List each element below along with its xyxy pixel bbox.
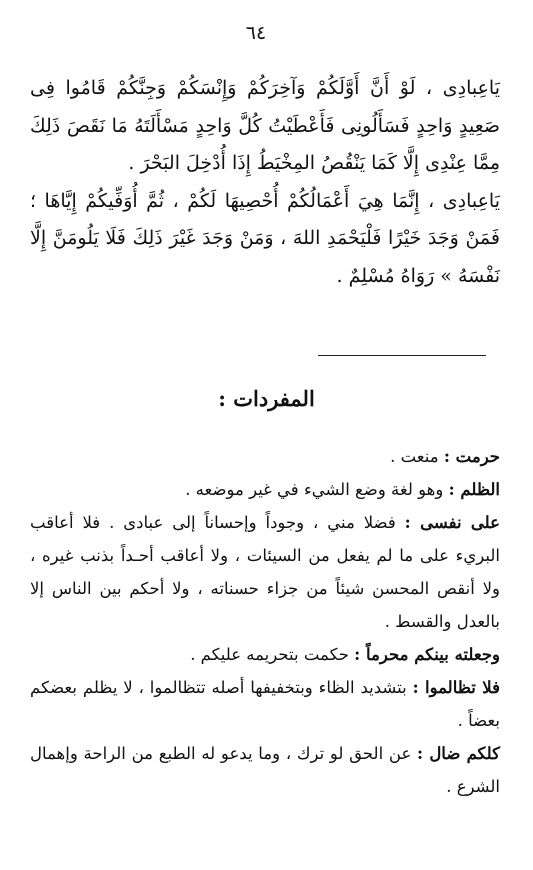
vocab-definition: منعت . — [390, 447, 444, 466]
vocab-term: فلا تظالموا : — [412, 678, 500, 697]
vocab-term: كلكم ضال : — [417, 744, 500, 763]
vocab-definition: وهو لغة وضع الشيء في غير موضعه . — [185, 480, 449, 499]
vocab-definition: فضلا مني ، وجوداً وإحساناً إلى عبادى . فلا أعاقب البريء على ما لم يفعل من السيئات ، ولا أعاقب أحـداً بذنب غيره ، ولا أنقص المحسن شيئاً من جزاء حسناته ، ولا أحكم بين الناس إلا بالعدل والقسط . — [30, 513, 500, 631]
page-number: ٦٤ — [245, 22, 267, 44]
vocab-entry — [30, 737, 500, 803]
vocabulary-heading: المفردات : — [218, 386, 315, 411]
section-divider — [318, 355, 486, 356]
vocab-entry — [30, 440, 500, 473]
vocab-definition: عن الحق لو ترك ، وما يدعو له الطبع من الراحة وإهمال الشرع . — [30, 744, 500, 796]
vocab-definition: حكمت بتحريمه عليكم . — [190, 645, 355, 664]
hadith-text — [30, 70, 500, 295]
hadith-paragraph: يَاعِبادِى ، إِنَّمَا هِيَ أَعْمَالُكُمْ أُحْصِيهَا لَكُمْ ، ثُمَّ أُوَفِّيكُمْ إِيَّاهَا ؛ فَمَنْ وَجَدَ خَيْرًا فَلْيَحْمَدِ اللهَ ، وَمَنْ وَجَدَ غَيْرَ ذَلِكَ فَلَا يَلُومَنَّ إِلَّا نَفْسَهُ » رَوَاهُ مُسْلِمٌ . — [30, 189, 500, 287]
vocab-entry — [30, 473, 500, 506]
vocab-term: الظلم : — [448, 480, 500, 499]
vocab-entry — [30, 506, 500, 638]
vocab-term: وجعلته بينكم محرماً : — [354, 645, 500, 664]
vocab-term: حرمت : — [443, 447, 500, 466]
vocab-entry — [30, 638, 500, 671]
vocab-term: على نفسى : — [404, 513, 500, 532]
vocab-definition: بتشديد الظاء وبتخفيفها أصله تتظالموا ، لا يظلم بعضكم بعضاً . — [30, 678, 500, 730]
vocab-entry — [30, 671, 500, 737]
hadith-paragraph: يَاعِبادِى ، لَوْ أَنَّ أَوَّلَكُمْ وَآخِرَكُمْ وَإِنْسَكُمْ وَجِنَّكُمْ قَامُوا فِى صَعِيدٍ وَاحِدٍ فَسَأَلُونِى فَأَعْطَيْتُ كُلَّ وَاحِدٍ مَسْأَلَتَهُ مَا نَقَصَ ذَلِكَ مِمَّا عِنْدِى إِلَّا كَمَا يَنْقُصُ المِخْيَطُ إِذَا أُدْخِلَ البَحْرَ . — [30, 77, 500, 174]
vocabulary-list — [30, 440, 500, 803]
